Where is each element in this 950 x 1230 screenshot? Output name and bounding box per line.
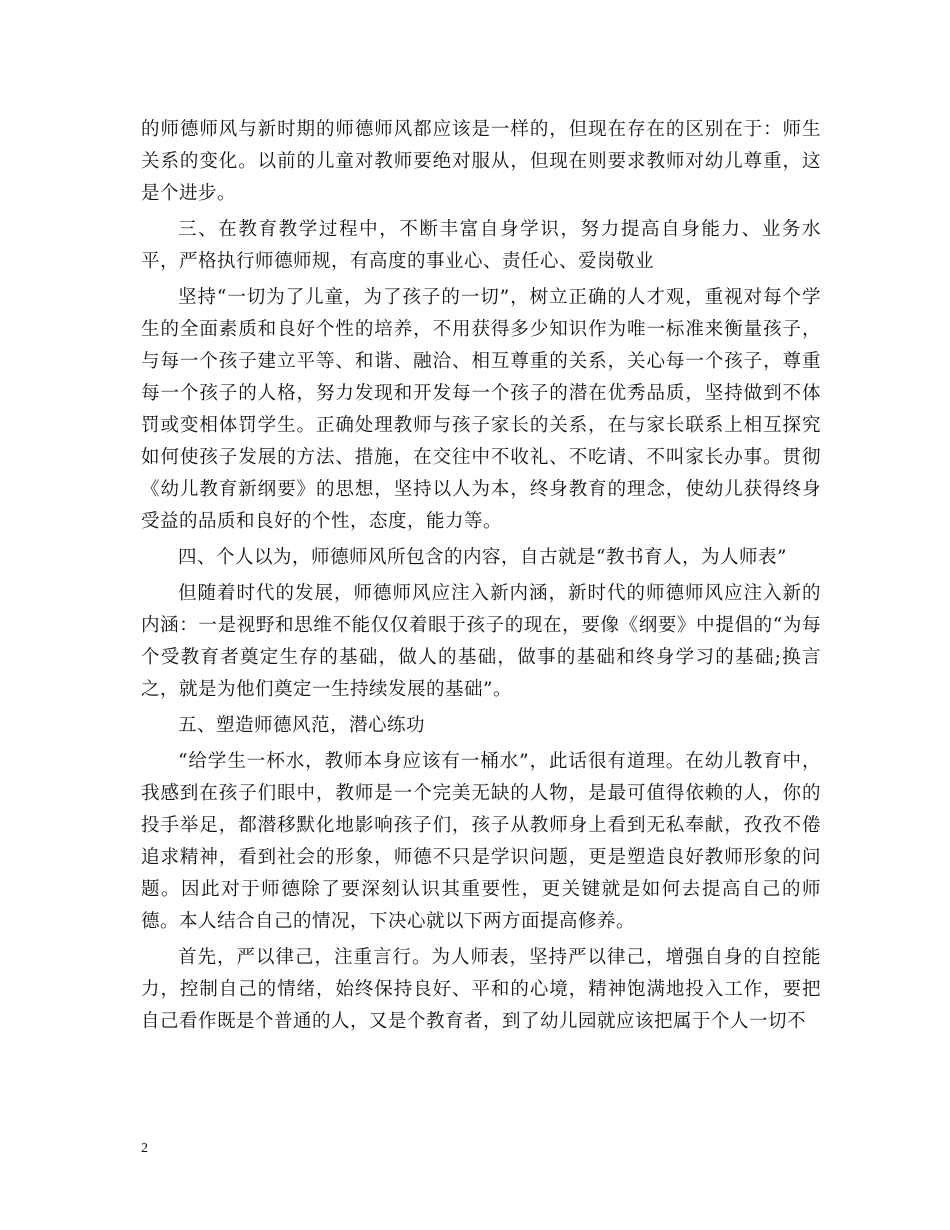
paragraph-1: 的师德师风与新时期的师德师风都应该是一样的，但现在存在的区别在于：师生关系的变化。以前的儿童对教师要绝对服从，但现在则要求教师对幼儿尊重，这是个进步。 (141, 119, 821, 204)
document-body (141, 114, 821, 1042)
paragraph-4: 四、个人以为，师德师风所包含的内容，自古就是“教书育人，为人师表” (178, 547, 787, 568)
paragraph-7: “给学生一杯水，教师本身应该有一桶水”，此话很有道理。在幼儿教育中，我感到在孩子们眼中，教师是一个完美无缺的人物，是最可值得依赖的人，你的投手举足，都潜移默化地影响孩子们，孩子从教师身上看到无私奉献，孜孜不倦追求精神，看到社会的形象，师德不只是学识问题，更是塑造良好教师形象的问题。因此对于师德除了要深刻认识其重要性，更关键就是如何去提高自己的师德。本人结合自己的情况，下决心就以下两方面提高修养。 (141, 751, 821, 932)
paragraph-6: 五、塑造师德风范，潜心练功 (178, 715, 426, 736)
paragraph-8: 首先，严以律己，注重言行。为人师表，坚持严以律己，增强自身的自控能力，控制自己的情绪，始终保持良好、平和的心境，精神饱满地投入工作，要把自己看作既是个普通的人，又是个教育者，到了幼儿园就应该把属于个人一切不 (141, 947, 821, 1032)
paragraph-2: 三、在教育教学过程中，不断丰富自身学识，努力提高自身能力、业务水平，严格执行师德师规，有高度的事业心、责任心、爱岗敬业 (141, 219, 821, 272)
paragraph-5: 但随着时代的发展，师德师风应注入新内涵，新时代的师德师风应注入新的内涵：一是视野和思维不能仅仅着眼于孩子的现在，要像《纲要》中提倡的“为每个受教育者奠定生存的基础，做人的基础，做事的基础和终身学习的基础;换言之，就是为他们奠定一生持续发展的基础”。 (141, 583, 821, 700)
page-number: 2 (141, 1141, 148, 1156)
paragraph-3: 坚持“一切为了儿童，为了孩子的一切”，树立正确的人才观，重视对每个学生的全面素质和良好个性的培养，不用获得多少知识作为唯一标准来衡量孩子，与每一个孩子建立平等、和谐、融洽、相互尊重的关系，关心每一个孩子，尊重每一个孩子的人格，努力发现和开发每一个孩子的潜在优秀品质，坚持做到不体罚或变相体罚学生。正确处理教师与孩子家长的关系，在与家长联系上相互探究如何使孩子发展的方法、措施，在交往中不收礼、不吃请、不叫家长办事。贯彻《幼儿教育新纲要》的思想，坚持以人为本，终身教育的理念，使幼儿获得终身受益的品质和良好的个性，态度，能力等。 (141, 287, 821, 532)
